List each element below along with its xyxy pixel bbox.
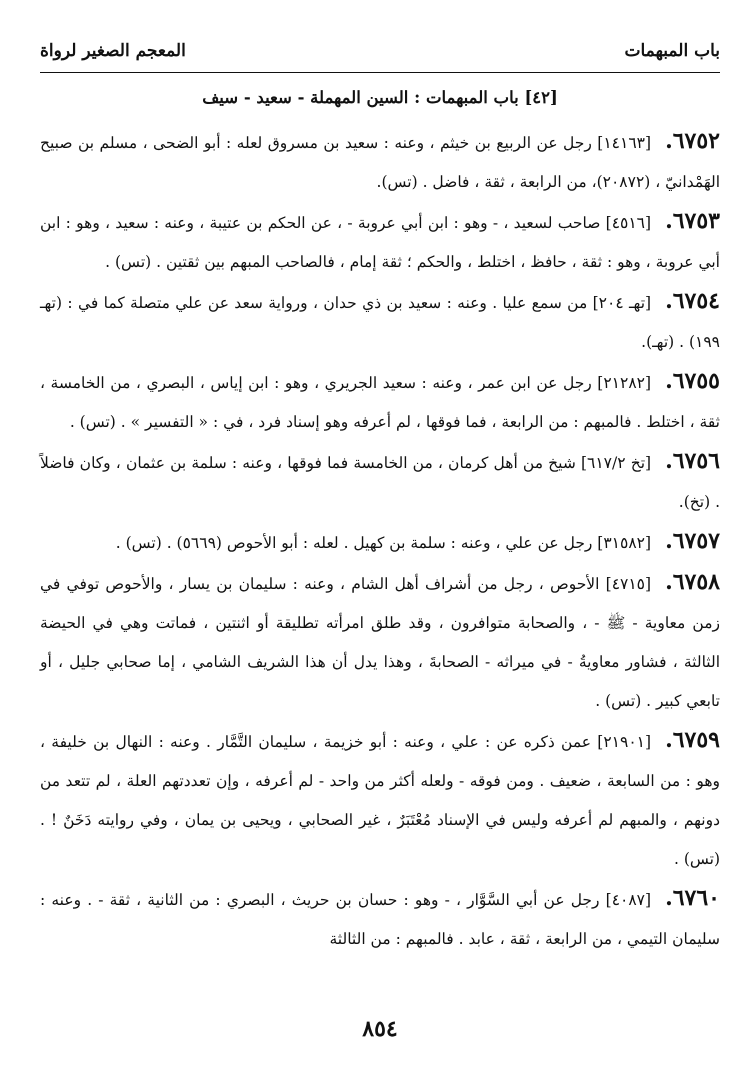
entry-text: [تخ ٦١٧/٢] شيخ من أهل كرمان ، من الخامسة فما فوقها ، وعنه : سلمة بن عثمان ، وكان فاضلاً . (تخ). [40, 454, 720, 511]
entry-text: [تهـ ٢٠٤] من سمع عليا . وعنه : سعيد بن ذي حدان ، ورواية سعد عن علي متصلة كما في : (تهـ ١٩٩) . (تهـ). [40, 294, 720, 351]
header-book-title: المعجم الصغير لرواة [40, 41, 186, 61]
entry-6753 [40, 202, 720, 282]
entry-number: ٦٧٥٢. [665, 128, 720, 154]
entry-text: [٤٥١٦] صاحب لسعيد ، - وهو : ابن أبي عروبة - ، عن الحكم بن عتيبة ، وعنه : سعيد ، وهو : ابن أبي عروبة ، وهو : ثقة ، حافظ ، اختلط ، والحكم ؛ ثقة إمام ، فالصاحب المبهم بين ثقتين . (تس) . [40, 214, 720, 271]
entry-6756 [40, 442, 720, 522]
entry-text: [٢١٩٠١] عمن ذكره عن : علي ، وعنه : أبو خزيمة ، سليمان التَّمَّار . وعنه : النهال بن خليفة ، وهو : من السابعة ، ضعيف . ومن فوقه - ولعله أكثر من واحد - لم أعرفه ، وإن تعددتهم العلة ، لم تتعد من دونهم ، والمبهم لم أعرفه وليس في الإسناد مُعْتَبَرٌ ، غير الصحابي ، ويحيى بن يمان ، وفي روايته دَخَنٌ ! . (تس) . [40, 733, 720, 868]
page-number: ٨٥٤ [362, 1016, 398, 1042]
entry-number: ٦٧٥٧. [665, 528, 720, 554]
running-header [40, 36, 720, 66]
entry-6758 [40, 563, 720, 721]
entry-text: [٤٧١٥] الأحوص ، رجل من أشراف أهل الشام ، وعنه : سليمان بن يسار ، والأحوص توفي في زمن معاوية - ﷺ - ، والصحابة متوافرون ، وقد طلق امرأته تطليقة أو اثنتين ، فماتت وهي في الحيضة الثالثة ، فشاور معاويةُ - في ميراثه - الصحابةَ ، وهذا يدل أن هذا الشريف الشامي ، إما صحابي جليل ، أو تابعي كبير . (تس) . [40, 575, 720, 710]
entry-number: ٦٧٥٨. [665, 569, 720, 595]
entry-6754 [40, 282, 720, 362]
header-chapter-title: باب المبهمات [624, 41, 720, 61]
header-divider [40, 72, 720, 73]
entry-text: [٣١٥٨٢] رجل عن علي ، وعنه : سلمة بن كهيل . لعله : أبو الأحوص (٥٦٦٩) . (تس) . [115, 534, 652, 552]
entry-number: ٦٧٥٣. [665, 208, 720, 234]
entry-text: [٢١٢٨٢] رجل عن ابن عمر ، وعنه : سعيد الجريري ، وهو : ابن إياس ، البصري ، من الخامسة ، ثقة ، اختلط . فالمبهم : من الرابعة ، فما فوقها ، لم أعرفه وهو إسناد فرد ، في : « التفسير » . (تس) . [40, 374, 720, 431]
entry-6755 [40, 362, 720, 442]
entry-6759 [40, 721, 720, 879]
entry-number: ٦٧٦٠. [665, 885, 720, 911]
entry-6760 [40, 879, 720, 959]
entry-text: [١٤١٦٣] رجل عن الربيع بن خيثم ، وعنه : سعيد بن مسروق لعله : أبو الضحى ، مسلم بن صبيح الهَمْدانيّ ، (٢٠٨٧٢)، من الرابعة ، ثقة ، فاضل . (تس). [40, 134, 720, 191]
entries-list [40, 122, 720, 959]
entry-number: ٦٧٥٩. [665, 727, 720, 753]
entry-6752 [40, 122, 720, 202]
entry-6757 [40, 522, 720, 563]
entry-number: ٦٧٥٥. [665, 368, 720, 394]
entry-number: ٦٧٥٤. [665, 288, 720, 314]
book-page [40, 0, 720, 1091]
entry-number: ٦٧٥٦. [665, 448, 720, 474]
entry-text: [٤٠٨٧] رجل عن أبي السَّوَّار ، - وهو : حسان بن حريث ، البصري : من الثانية ، ثقة - . وعنه : سليمان التيمي ، من الرابعة ، ثقة ، عابد . فالمبهم : من الثالثة [40, 891, 720, 948]
section-title: [٤٢] باب المبهمات : السين المهملة - سعيد - سيف [202, 88, 558, 107]
